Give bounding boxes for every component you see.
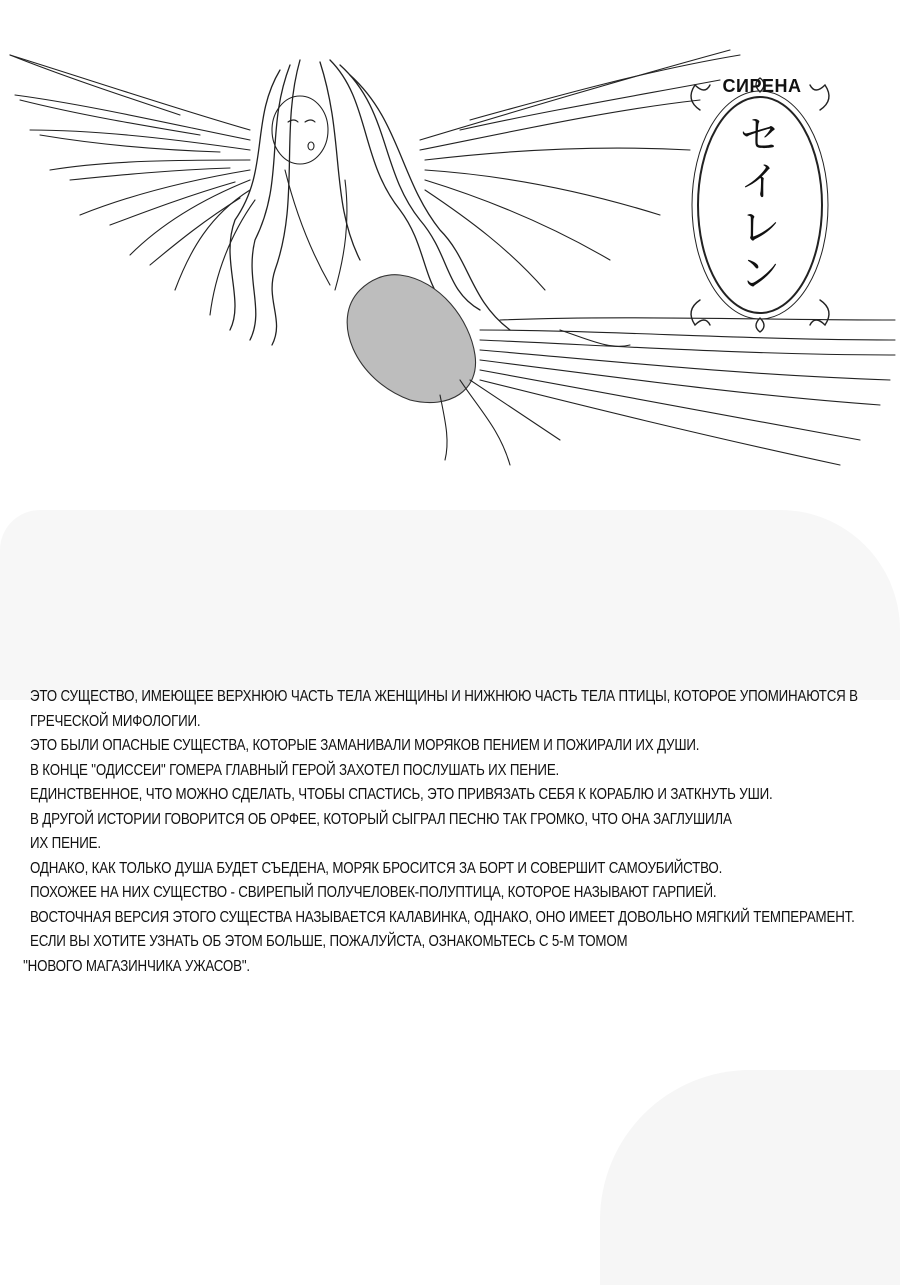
text-line: ВОСТОЧНАЯ ВЕРСИЯ ЭТОГО СУЩЕСТВА НАЗЫВАЕТСЯ КАЛАВИНКА, ОДНАКО, ОНО ИМЕЕТ ДОВОЛЬНО МЯГКИЙ ТЕМПЕРАМЕНТ. [30,908,855,926]
text-line: ЭТО БЫЛИ ОПАСНЫЕ СУЩЕСТВА, КОТОРЫЕ ЗАМАНИВАЛИ МОРЯКОВ ПЕНИЕМ И ПОЖИРАЛИ ИХ ДУШИ. [30,737,700,754]
japanese-char: レ [740,205,780,251]
description-text [23,685,858,979]
japanese-char: イ [740,159,780,205]
text-line: ПОХОЖЕЕ НА НИХ СУЩЕСТВО - СВИРЕПЫЙ ПОЛУЧЕЛОВЕК-ПОЛУПТИЦА, КОТОРОЕ НАЗЫВАЮТ ГАРПИЕЙ. [30,884,717,901]
text-line: В КОНЦЕ "ОДИССЕИ" ГОМЕРА ГЛАВНЫЙ ГЕРОЙ ЗАХОТЕЛ ПОСЛУШАТЬ ИХ ПЕНИЕ. [30,761,560,779]
frame-title: СИРЕНА [722,76,802,96]
torso [285,170,347,290]
text-line: ЭТО СУЩЕСТВО, ИМЕЮЩЕЕ ВЕРХНЮЮ ЧАСТЬ ТЕЛА ЖЕНЩИНЫ И НИЖНЮЮ ЧАСТЬ ТЕЛА ПТИЦЫ, КОТОРОЕ УПОМИНАЮТСЯ В [30,688,858,705]
frame-japanese-title [718,113,802,297]
text-line: ЕСЛИ ВЫ ХОТИТЕ УЗНАТЬ ОБ ЭТОМ БОЛЬШЕ, ПОЖАЛУЙСТА, ОЗНАКОМЬТЕСЬ С 5-М ТОМОМ [30,933,628,950]
background-haze-corner [600,1070,900,1285]
text-line: ОДНАКО, КАК ТОЛЬКО ДУША БУДЕТ СЪЕДЕНА, МОРЯК БРОСИТСЯ ЗА БОРТ И СОВЕРШИТ САМОУБИЙСТВО. [30,859,723,877]
text-line: "НОВОГО МАГАЗИНЧИКА УЖАСОВ". [23,957,250,975]
bird-body [347,275,475,403]
background-haze [0,510,900,700]
japanese-char: セ [740,113,780,159]
tail-feathers [480,318,895,465]
text-line: ИХ ПЕНИЕ. [30,835,101,852]
japanese-char: ン [740,251,780,297]
text-line: ГРЕЧЕСКОЙ МИФОЛОГИИ. [30,712,201,730]
left-wing [10,55,255,315]
text-line: В ДРУГОЙ ИСТОРИИ ГОВОРИТСЯ ОБ ОРФЕЕ, КОТОРЫЙ СЫГРАЛ ПЕСНЮ ТАК ГРОМКО, ЧТО ОНА ЗАГЛУШИЛА [30,810,732,828]
text-line: ЕДИНСТВЕННОЕ, ЧТО МОЖНО СДЕЛАТЬ, ЧТОБЫ СПАСТИСЬ, ЭТО ПРИВЯЗАТЬ СЕБЯ К КОРАБЛЮ И ЗАТКНУТЬ УШИ. [30,786,773,803]
face [272,96,328,164]
right-wing [420,50,740,290]
